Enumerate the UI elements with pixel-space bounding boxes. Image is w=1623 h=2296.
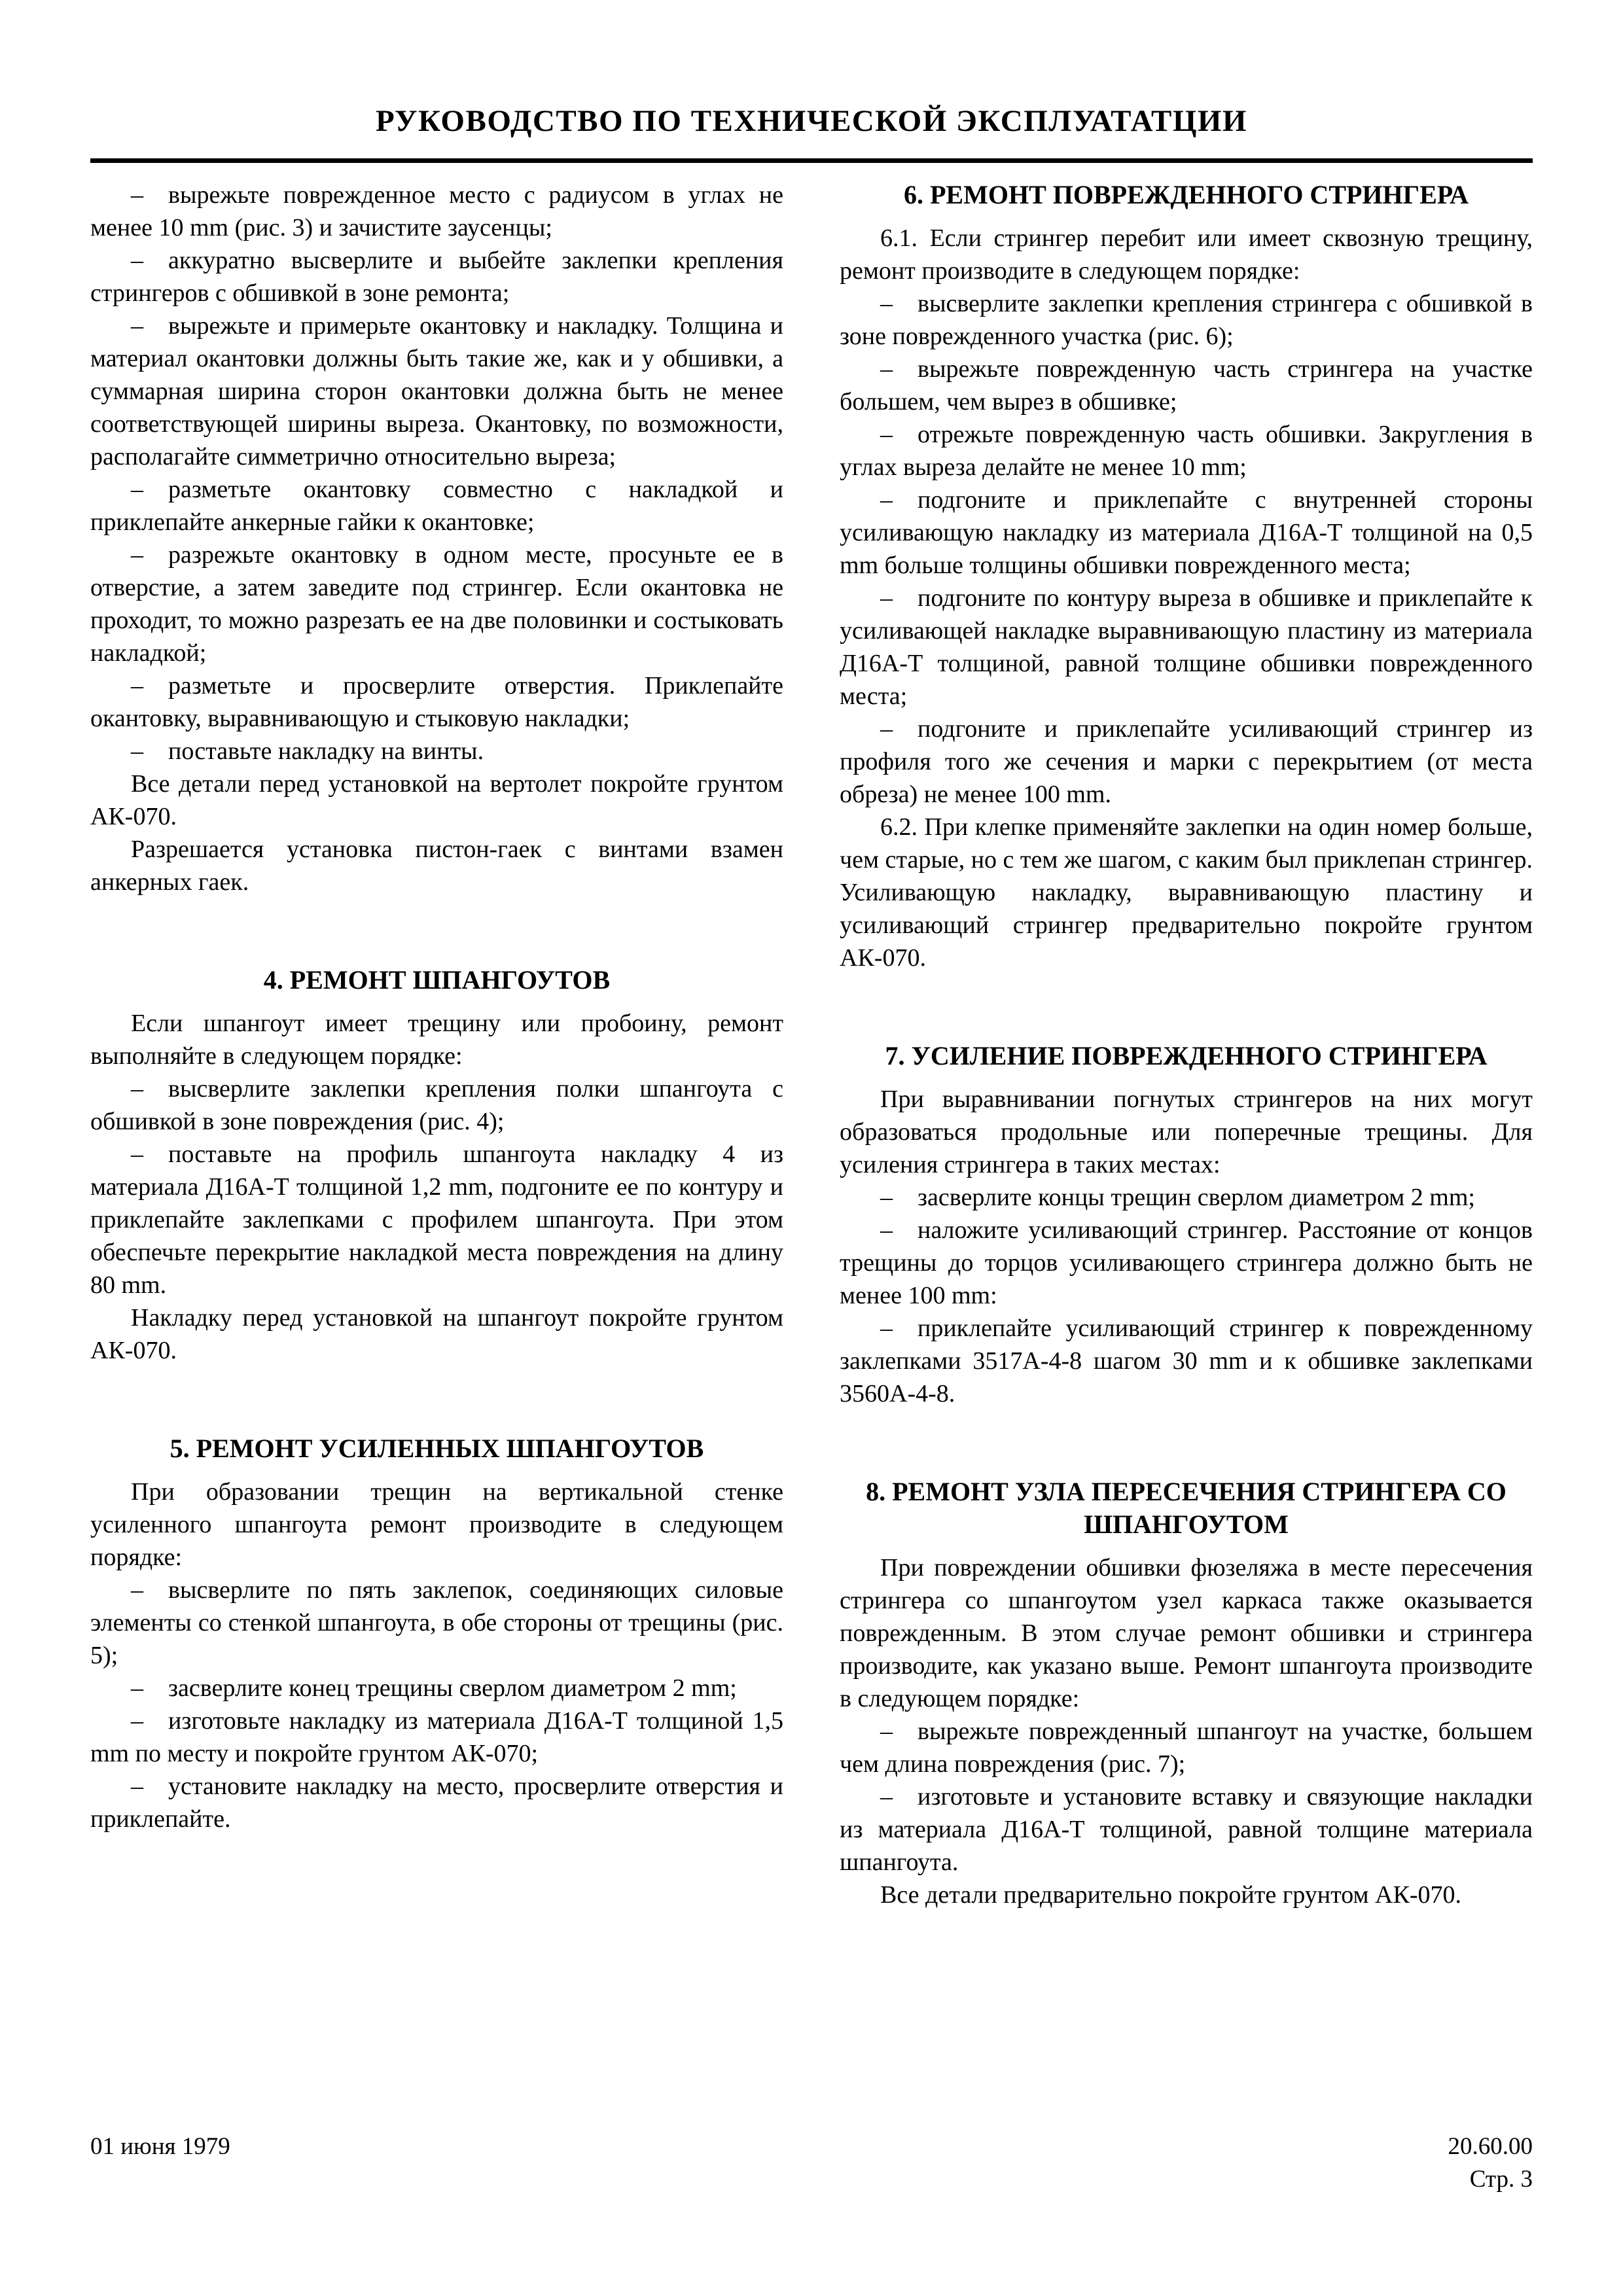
- page-header: [90, 105, 1533, 163]
- list-item: – подгоните по контуру выреза в обшивке и приклепайте к усиливающей накладке выравнивающую пластину из материала Д16А-Т толщиной, равной толщине обшивки поврежденного места;: [840, 584, 1533, 710]
- right-column: [840, 179, 1533, 1911]
- list-item: – установите накладку на место, просверлите отверстия и приклепайте.: [90, 1772, 783, 1833]
- list-item: – разметьте и просверлите отверстия. Приклепайте окантовку, выравнивающую и стыковую накладки;: [90, 671, 783, 732]
- list-item: – аккуратно высверлите и выбейте заклепки крепления стрингеров с обшивкой в зоне ремонта;: [90, 246, 783, 307]
- paragraph: Все детали предварительно покройте грунтом АК-070.: [880, 1881, 1461, 1909]
- list-item: – поставьте на профиль шпангоута накладку 4 из материала Д16А-Т толщиной 1,2 mm, подгоните ее по контуру и приклепайте заклепками с профилем шпангоута. При этом обеспечьте перекрытие накладкой места повреждения на длину 80 mm.: [90, 1140, 783, 1299]
- section-heading: 7. УСИЛЕНИЕ ПОВРЕЖДЕННОГО СТРИНГЕРА: [885, 1040, 1488, 1070]
- list-item: – высверлите заклепки крепления стрингера с обшивкой в зоне поврежденного участка (рис. 6);: [840, 289, 1533, 350]
- list-item: – разметьте окантовку совместно с накладкой и приклепайте анкерные гайки к окантовке;: [90, 475, 783, 536]
- paragraph: При образовании трещин на вертикальной стенке усиленного шпангоута ремонт производите в следующем порядке:: [90, 1477, 783, 1571]
- list-item: – подгоните и приклепайте с внутренней стороны усиливающую накладку из материала Д16А-Т толщиной на 0,5 mm больше толщины обшивки поврежденного места;: [840, 486, 1533, 579]
- section-heading: 4. РЕМОНТ ШПАНГОУТОВ: [263, 964, 611, 995]
- left-column: [90, 179, 783, 1911]
- paragraph: При выравнивании погнутых стрингеров на них могут образоваться продольные или поперечные трещины. Для усиления стрингера в таких местах:: [840, 1085, 1533, 1178]
- paragraph: Разрешается установка пистон-гаек с винтами взамен анкерных гаек.: [90, 835, 783, 896]
- list-item: – вырежьте поврежденное место с радиусом в углах не менее 10 mm (рис. 3) и зачистите заусенцы;: [90, 181, 783, 241]
- footer-page-number: Стр. 3: [1469, 2166, 1533, 2193]
- section-heading: 6. РЕМОНТ ПОВРЕЖДЕННОГО СТРИНГЕРА: [903, 179, 1469, 209]
- list-item: – разрежьте окантовку в одном месте, просуньте ее в отверстие, а затем заведите под стрингер. Если окантовка не проходит, то можно разрезать ее на две половинки и состыковать накладкой;: [90, 540, 783, 667]
- two-column-body: [90, 179, 1533, 1911]
- footer-doc-number: 20.60.00: [1448, 2133, 1533, 2160]
- footer-date: 01 июня 1979: [90, 2133, 230, 2160]
- footer-reference-block: [1448, 2130, 1533, 2196]
- list-item: – высверлите заклепки крепления полки шпангоута с обшивкой в зоне повреждения (рис. 4);: [90, 1074, 783, 1135]
- list-item: – изготовьте и установите вставку и связующие накладки из материала Д16А-Т толщиной, равной толщине материала шпангоута.: [840, 1782, 1533, 1876]
- page-title: РУКОВОДСТВО ПО ТЕХНИЧЕСКОЙ ЭКСПЛУАТАТЦИИ: [375, 104, 1247, 138]
- section-heading: 8. РЕМОНТ УЗЛА ПЕРЕСЕЧЕНИЯ СТРИНГЕРА СО ШПАНГОУТОМ: [866, 1476, 1507, 1539]
- section-heading: 5. РЕМОНТ УСИЛЕННЫХ ШПАНГОУТОВ: [169, 1433, 704, 1463]
- list-item: – приклепайте усиливающий стрингер к поврежденному заклепками 3517А-4-8 шагом 30 mm и к обшивке заклепками 3560А-4-8.: [840, 1314, 1533, 1407]
- paragraph: Все детали перед установкой на вертолет покройте грунтом АК-070.: [90, 769, 783, 830]
- list-item: – отрежьте поврежденную часть обшивки. Закругления в углах выреза делайте не менее 10 mm;: [840, 420, 1533, 481]
- paragraph: 6.1. Если стрингер перебит или имеет сквозную трещину, ремонт производите в следующем порядке:: [840, 224, 1533, 285]
- paragraph: Если шпангоут имеет трещину или пробоину, ремонт выполняйте в следующем порядке:: [90, 1009, 783, 1070]
- header-divider: [90, 158, 1533, 163]
- paragraph: 6.2. При клепке применяйте заклепки на один номер больше, чем старые, но с тем же шагом, с каким был приклепан стрингер. Усиливающую накладку, выравнивающую пластину и усиливающий стрингер предварительно покройте грунтом АК-070.: [840, 813, 1533, 972]
- list-item: – наложите усиливающий стрингер. Расстояние от концов трещины до торцов усиливающего стрингера должно быть не менее 100 mm:: [840, 1216, 1533, 1309]
- list-item: – высверлите по пять заклепок, соединяющих силовые элементы со стенкой шпангоута, в обе стороны от трещины (рис. 5);: [90, 1576, 783, 1669]
- list-item: – подгоните и приклепайте усиливающий стрингер из профиля того же сечения и марки с перекрытием (от места обреза) не менее 100 mm.: [840, 715, 1533, 808]
- list-item: – вырежьте поврежденный шпангоут на участке, большем чем длина повреждения (рис. 7);: [840, 1717, 1533, 1778]
- list-item: – засверлите концы трещин сверлом диаметром 2 mm;: [880, 1183, 1475, 1211]
- list-item: – вырежьте и примерьте окантовку и накладку. Толщина и материал окантовки должны быть такие же, как и у обшивки, а суммарная ширина сторон окантовки должна быть не менее соответствующей ширины выреза. Окантовку, по возможности, располагайте симметрично относительно выреза;: [90, 311, 783, 470]
- paragraph: Накладку перед установкой на шпангоут покройте грунтом АК-070.: [90, 1303, 783, 1364]
- list-item: – засверлите конец трещины сверлом диаметром 2 mm;: [131, 1674, 737, 1702]
- list-item: – вырежьте поврежденную часть стрингера на участке большем, чем вырез в обшивке;: [840, 355, 1533, 415]
- page-footer: [90, 2130, 1533, 2196]
- paragraph: При повреждении обшивки фюзеляжа в месте пересечения стрингера со шпангоутом узел каркаса также оказывается поврежденным. В этом случае ремонт обшивки и стрингера производите, как указано выше. Ремонт шпангоута производите в следующем порядке:: [840, 1553, 1533, 1712]
- list-item: – поставьте накладку на винты.: [131, 737, 484, 765]
- list-item: – изготовьте накладку из материала Д16А-Т толщиной 1,5 mm по месту и покройте грунтом АК-070;: [90, 1706, 783, 1767]
